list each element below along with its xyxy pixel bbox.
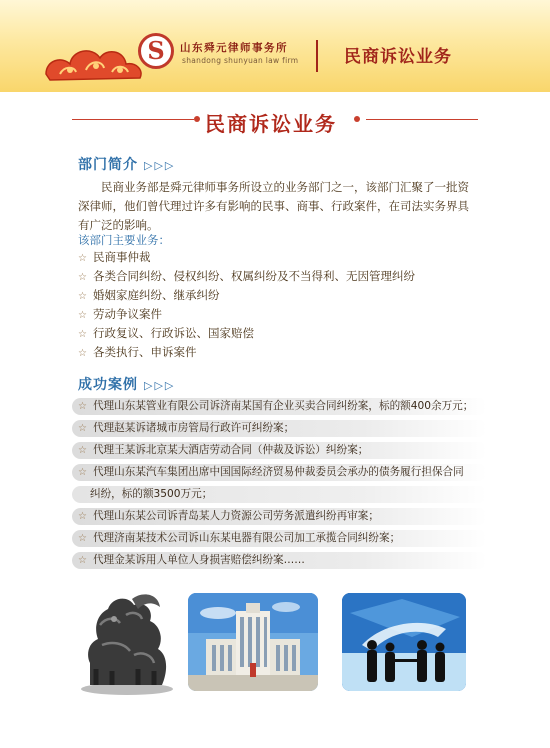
star-icon: ☆ (78, 401, 87, 412)
list-item-continued: 纠纷，标的额3500万元； (72, 486, 487, 503)
star-icon: ☆ (78, 511, 87, 522)
list-item: ☆ 代理山东某汽车集团出席中国国际经济贸易仲裁委员会承办的债务履行担保合同 (72, 464, 487, 481)
title-rule-right (366, 119, 478, 120)
department-intro: 民商业务部是舜元律师事务所设立的业务部门之一，该部门汇聚了一批资深律师，他们曾代理过许多有影响的民事、商事、行政案件，在司法实务界具有广泛的影响。 (78, 180, 469, 232)
list-item: ☆ 各类执行、申诉案件 (78, 345, 197, 359)
business-handshake-image (342, 593, 466, 691)
main-business-label: 该部门主要业务： (78, 233, 170, 247)
star-icon: ☆ (78, 533, 87, 544)
business-list (78, 248, 415, 362)
department-title-text: 部门简介 (78, 157, 138, 173)
star-icon: ☆ (78, 329, 87, 340)
triangle-arrows-icon: ▷▷▷ (144, 159, 176, 172)
court-building-image (188, 593, 318, 691)
star-icon: ☆ (78, 445, 87, 456)
list-item: ☆ 代理山东某管业有限公司诉济南某国有企业买卖合同纠纷案，标的额400余万元； (72, 398, 487, 415)
header-divider (316, 40, 318, 72)
star-icon: ☆ (78, 272, 87, 283)
title-dot-right (354, 116, 360, 122)
list-item: ☆ 民商事仲裁 (78, 250, 151, 264)
title-rule-left (72, 119, 194, 120)
list-item: ☆ 各类合同纠纷、侵权纠纷、权属纠纷及不当得利、无因管理纠纷 (78, 269, 415, 283)
triangle-arrows-icon: ▷▷▷ (144, 379, 176, 392)
list-item: ☆ 行政复议、行政诉讼、国家赔偿 (78, 326, 254, 340)
star-icon: ☆ (78, 467, 87, 478)
firm-name-cn: 山东舜元律师事务所 (180, 42, 288, 54)
list-item: ☆ 劳动争议案件 (78, 307, 162, 321)
star-icon: ☆ (78, 291, 87, 302)
list-item: ☆ 婚姻家庭纠纷、继承纠纷 (78, 288, 220, 302)
header-section-title: 民商诉讼业务 (344, 47, 452, 67)
list-item: ☆ 代理金某诉用人单位人身损害赔偿纠纷案…… (72, 552, 487, 569)
firm-logo (138, 33, 174, 69)
logo-letter: S (147, 36, 165, 65)
auspicious-cloud-icon (40, 30, 150, 86)
star-icon: ☆ (78, 310, 87, 321)
section-title-department (78, 154, 175, 174)
list-item: ☆ 代理济南某技术公司诉山东某电器有限公司加工承揽合同纠纷案； (72, 530, 487, 547)
title-dot-left (194, 116, 200, 122)
page-title: 民商诉讼业务 (205, 112, 337, 136)
cases-list (72, 398, 487, 574)
header-band (0, 0, 550, 92)
list-item: ☆ 代理王某诉北京某大酒店劳动合同（仲裁及诉讼）纠纷案； (72, 442, 487, 459)
cases-title-text: 成功案例 (78, 377, 138, 393)
list-item: ☆ 代理赵某诉诸城市房管局行政许可纠纷案； (72, 420, 487, 437)
bronze-qilin-statue-image (72, 585, 182, 697)
star-icon: ☆ (78, 423, 87, 434)
firm-name-en: shandong shunyuan law firm (182, 56, 299, 65)
section-title-cases (78, 374, 175, 394)
list-item: ☆ 代理山东某公司诉青岛某人力资源公司劳务派遣纠纷再审案； (72, 508, 487, 525)
star-icon: ☆ (78, 253, 87, 264)
star-icon: ☆ (78, 348, 87, 359)
star-icon: ☆ (78, 555, 87, 566)
